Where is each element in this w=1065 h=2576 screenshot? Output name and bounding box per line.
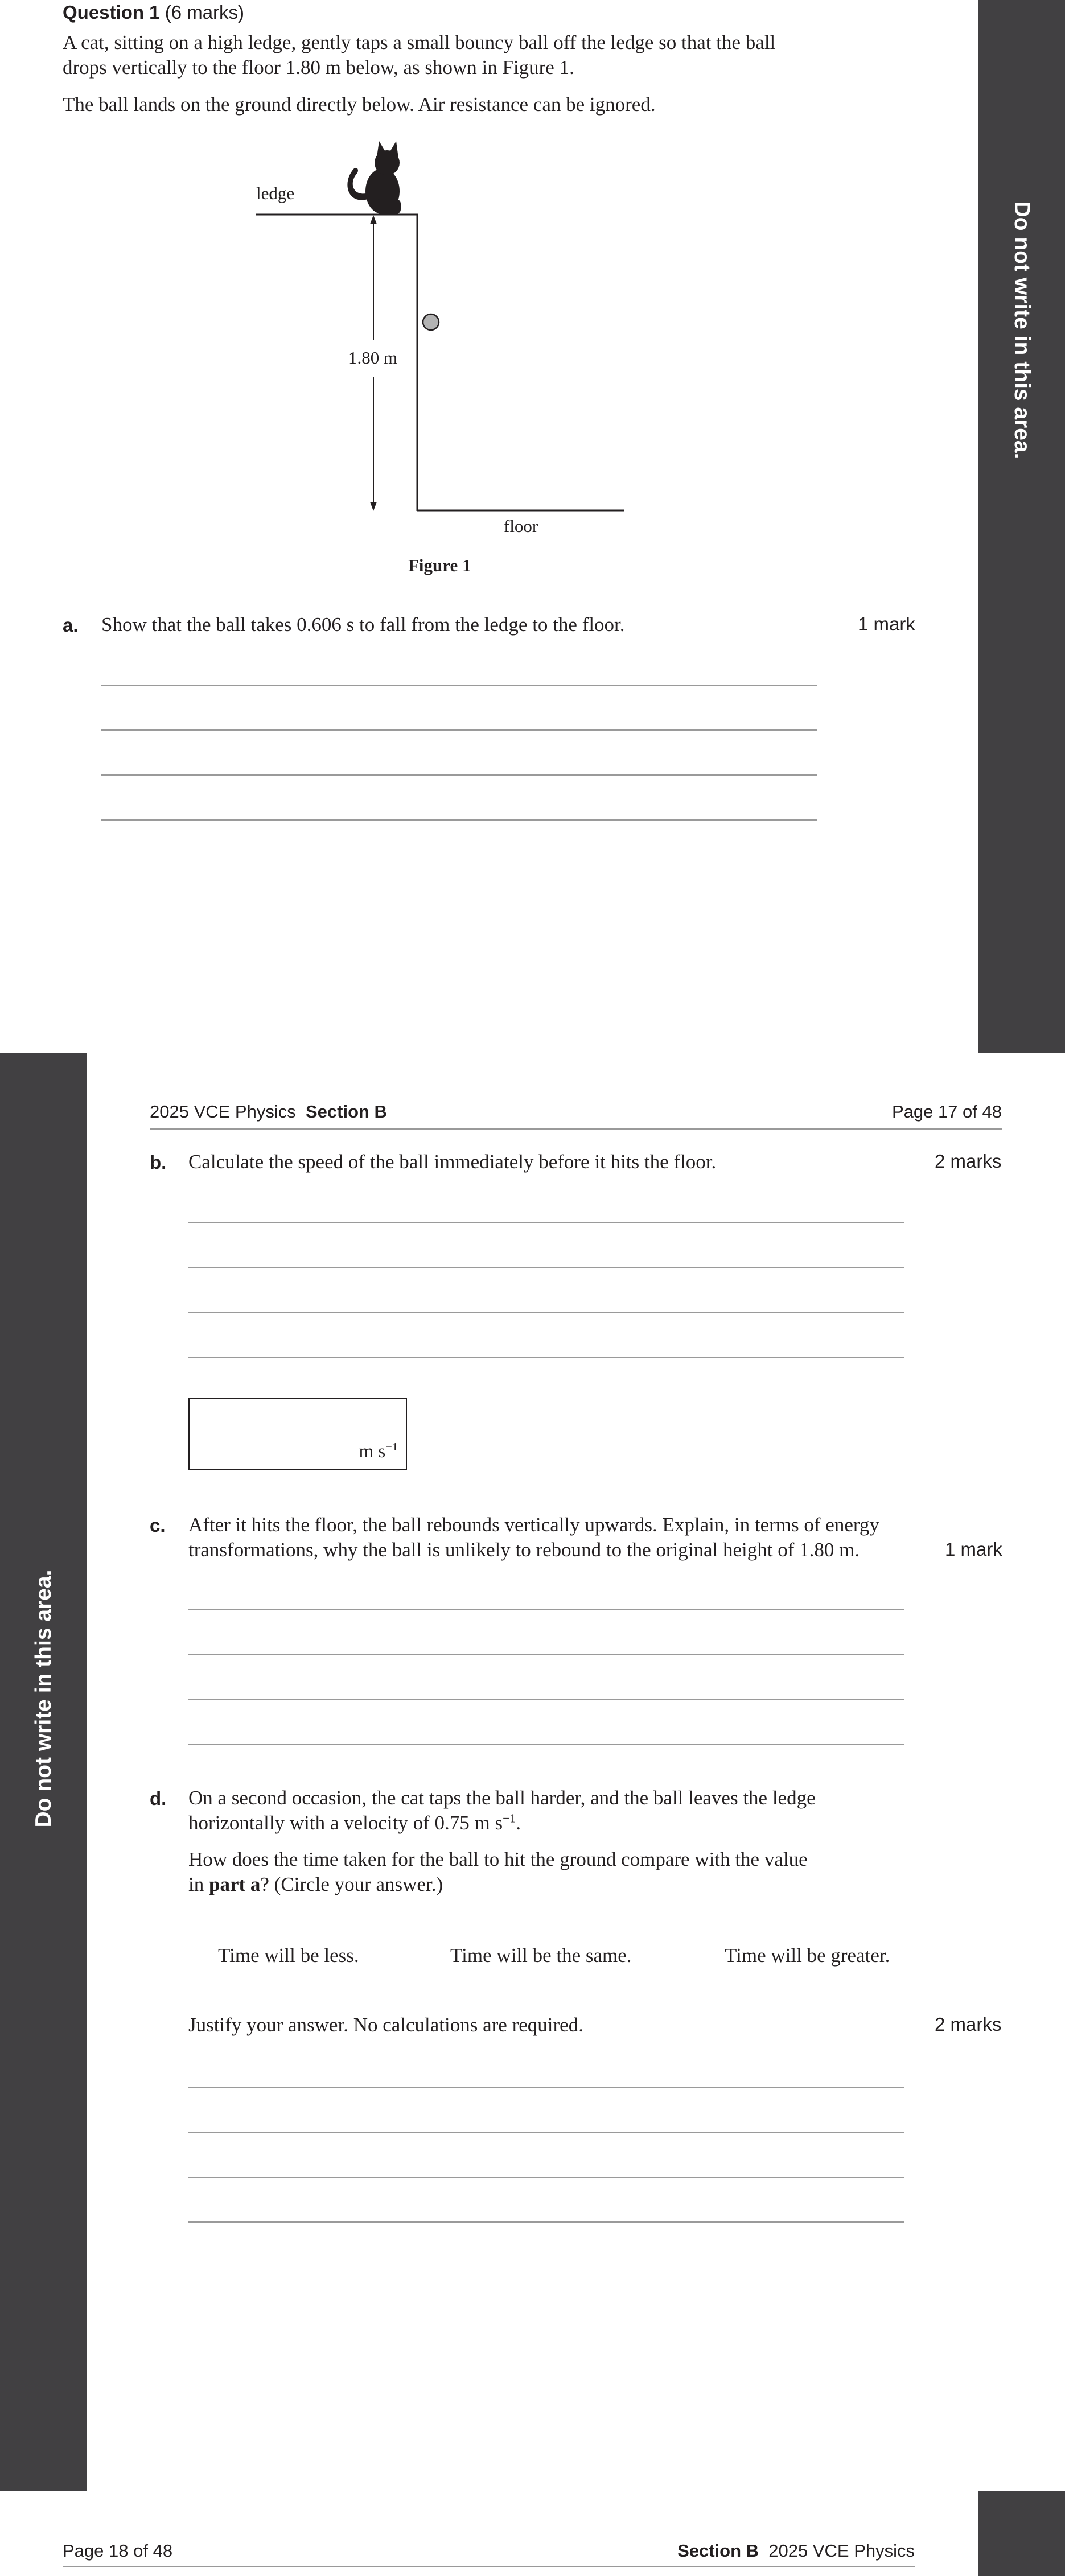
- part-d-line-4: in part a? (Circle your answer.): [188, 1873, 443, 1895]
- option-less[interactable]: Time will be less.: [218, 1944, 359, 1967]
- part-b-answer-line-1[interactable]: [188, 1222, 904, 1223]
- part-a-answer-line-3[interactable]: [101, 774, 817, 776]
- part-d-answer-line-2[interactable]: [188, 2132, 904, 2133]
- option-greater[interactable]: Time will be greater.: [725, 1944, 890, 1967]
- question-total-marks: (6 marks): [165, 2, 245, 23]
- height-arrow-bottom-head: [370, 502, 377, 511]
- part-a-question: Show that the ball takes 0.606 s to fall from the ledge to the floor.: [101, 613, 625, 636]
- part-d-line-1: On a second occasion, the cat taps the ball harder, and the ball leaves the ledge: [188, 1787, 816, 1809]
- part-b-marks: 2 marks: [935, 1151, 1002, 1172]
- right-sidebar-margin: [978, 0, 1065, 1053]
- footer-section: Section B: [677, 2541, 759, 2561]
- question-intro: [63, 30, 775, 80]
- part-d-line-3: How does the time taken for the ball to hit the ground compare with the value: [188, 1848, 808, 1870]
- part-d-marks: 2 marks: [935, 2014, 1002, 2035]
- part-d-followup: [188, 1847, 808, 1897]
- part-c-label: c.: [150, 1515, 166, 1536]
- intro-line-2: drops vertically to the floor 1.80 m below, as shown in Figure 1.: [63, 56, 574, 79]
- bottom-right-sidebar-margin: [978, 2491, 1065, 2576]
- part-c-line-1: After it hits the floor, the ball rebounds vertically upwards. Explain, in terms of energy: [188, 1514, 879, 1536]
- part-c-marks: 1 mark: [945, 1539, 1002, 1560]
- part-d-justify: Justify your answer. No calculations are required.: [188, 2014, 583, 2036]
- part-c-question: [188, 1512, 879, 1563]
- figure-height-label: 1.80 m: [348, 348, 398, 368]
- part-b-question: Calculate the speed of the ball immediately before it hits the floor.: [188, 1151, 717, 1173]
- header-subject: 2025 VCE Physics: [150, 1102, 296, 1122]
- part-b-answer-line-2[interactable]: [188, 1267, 904, 1268]
- page-header-right: Page 17 of 48: [891, 1102, 1002, 1122]
- intro-line-1: A cat, sitting on a high ledge, gently taps a small bouncy ball off the ledge so that the ball: [63, 31, 776, 53]
- part-a-answer-line-4[interactable]: [101, 819, 817, 821]
- footer-subject: 2025 VCE Physics: [768, 2541, 915, 2561]
- sidebar-warning-text: Do not write in this area.: [1009, 201, 1034, 459]
- height-arrow-top-head: [370, 215, 377, 224]
- part-b-answer-box[interactable]: [188, 1398, 407, 1470]
- part-a-answer-line-1[interactable]: [101, 685, 817, 686]
- part-c-answer-line-1[interactable]: [188, 1609, 904, 1610]
- part-a-marks: 1 mark: [858, 613, 915, 634]
- part-b-answer-unit: m $s^{-1}$: [359, 1441, 398, 1462]
- part-b-label: b.: [150, 1152, 167, 1173]
- question-title: [63, 0, 244, 25]
- part-d-label: d.: [150, 1788, 167, 1809]
- part-c-line-2: transformations, why the ball is unlikely to rebound to the original height of 1.80 m.: [188, 1539, 860, 1561]
- part-b-answer-line-3[interactable]: [188, 1312, 904, 1313]
- header-section: Section B: [305, 1102, 387, 1122]
- part-c-answer-line-3[interactable]: [188, 1699, 904, 1700]
- page-footer-right: [677, 2541, 915, 2561]
- figure-ledge-label: ledge: [256, 183, 295, 203]
- footer-rule: [63, 2566, 915, 2567]
- ball: [423, 314, 439, 330]
- figure-caption: Figure 1: [408, 555, 471, 575]
- page-footer-left: Page 18 of 48: [63, 2541, 173, 2561]
- question-number: Question 1: [63, 2, 160, 23]
- part-d-answer-line-1[interactable]: [188, 2087, 904, 2088]
- part-d-answer-line-3[interactable]: [188, 2177, 904, 2178]
- part-d-question: [188, 1786, 816, 1836]
- part-b-answer-line-4[interactable]: [188, 1357, 904, 1358]
- part-a-label: a.: [63, 615, 79, 636]
- intro-line-3: The ball lands on the ground directly below. Air resistance can be ignored.: [63, 93, 656, 116]
- option-same[interactable]: Time will be the same.: [450, 1944, 632, 1967]
- page-header-left: [150, 1102, 387, 1122]
- part-d-answer-line-4[interactable]: [188, 2221, 904, 2223]
- part-d-line-2: horizontally with a velocity of 0.75 m $s^{-1}$.: [188, 1811, 521, 1834]
- figure-floor-label: floor: [504, 516, 538, 536]
- part-c-answer-line-2[interactable]: [188, 1654, 904, 1655]
- cat-silhouette: [347, 141, 401, 214]
- sidebar-warning-text-left: Do not write in this area.: [31, 1569, 56, 1828]
- left-sidebar-margin: [0, 1053, 87, 2491]
- header-rule: [150, 1128, 1002, 1130]
- part-a-answer-line-2[interactable]: [101, 729, 817, 731]
- part-c-answer-line-4[interactable]: [188, 1744, 904, 1745]
